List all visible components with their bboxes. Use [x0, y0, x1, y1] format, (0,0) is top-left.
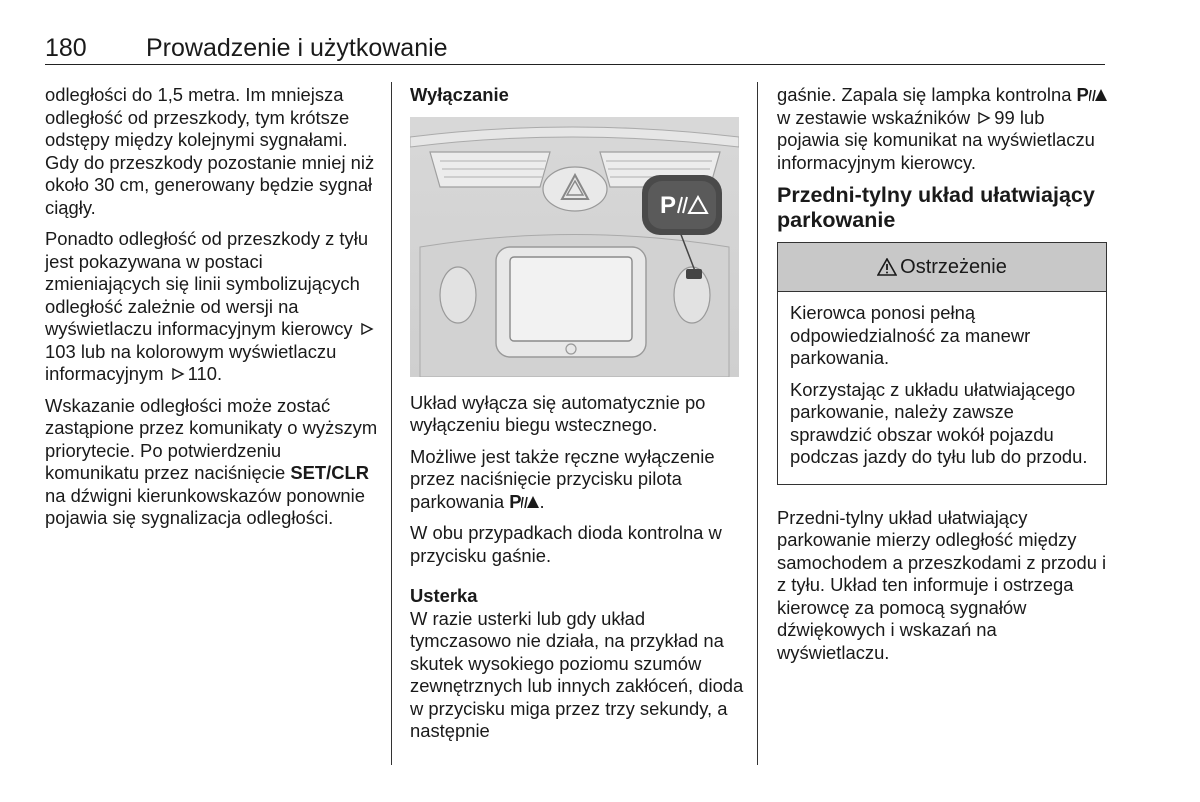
warning-header [778, 243, 1106, 292]
page-ref-number: 110 [187, 363, 217, 384]
paragraph: Przedni-tylny układ ułatwiający parkowanie mierzy odległość między samochodem a przeszkodami z przodu i z tyłu. Układ ten informuje i ostrzega kierowcę za pomocą sygnałów dźwiękowych i wskazań na wyświetlaczu. [777, 506, 1107, 663]
warning-paragraph: Korzystając z układu ułatwiającego parkowanie, należy zawsze sprawdzić obszar wokół pojazdu podczas jazdy do tyłu lub do przodu. [790, 378, 1088, 467]
warning-body [778, 292, 1106, 484]
paragraph: Układ wyłącza się automatycznie po wyłączeniu biegu wstecznego. [410, 391, 706, 435]
page-title: Prowadzenie i użytkowanie [146, 34, 448, 62]
section-heading-przedni-tylny: Przedni-tylny układ ułatwiający parkowanie [777, 183, 1095, 232]
section-heading-wylaczanie: Wyłączanie [410, 84, 509, 105]
section-heading-usterka: Usterka [410, 585, 478, 606]
paragraph-text: . [539, 490, 545, 512]
paragraph [410, 446, 745, 514]
paragraph-text: lub pojawia się komunikat na wyświetlaczu informacyjnym kierowcy. [777, 106, 1095, 173]
button-name-set-clr: SET/CLR [290, 462, 370, 483]
paragraph: W obu przypadkach dioda kontrolna w przycisku gaśnie. [410, 522, 722, 566]
paragraph-text: w zestawie wskaźników [777, 106, 971, 128]
column-2 [410, 84, 745, 752]
page-header [45, 34, 1105, 65]
paragraph-text: Ponadto odległość od przeszkody z tyłu jest pokazywana w postaci zmieniających się linii symbolizujących odległość zależnie od wersji na wyświetlaczu informacyjnym kierowcy [45, 228, 369, 339]
paragraph [45, 395, 380, 530]
page-ref-arrow-icon [171, 367, 185, 381]
paragraph-text: Wskazanie odległości może zostać zastąpione przez komunikaty o wyższym priorytecie. Po potwierdzeniu komunikatu przez naciśnięcie [45, 394, 378, 483]
column-1 [45, 84, 380, 539]
page-ref-number: 99 [994, 106, 1015, 128]
page-ref-arrow-icon [360, 322, 374, 336]
dashboard-illustration [410, 117, 739, 377]
paragraph: odległości do 1,5 metra. Im mniejsza odległość od przeszkody, tym krótsze odstępy między kolejnymi sygnałami. Gdy do przeszkody pozostanie mniej niż około 30 cm, generowany będzie sygnał ciągły. [45, 84, 375, 218]
paragraph-text: Możliwe jest także ręczne wyłączenie przez naciśnięcie przycisku pilota parkowania [410, 445, 715, 512]
page-ref-number: 103 [45, 340, 76, 362]
parking-symbol-icon [509, 491, 539, 512]
paragraph-text: lub na kolorowym wyświetlaczu informacyjnym [45, 340, 337, 384]
column-divider [391, 82, 392, 765]
paragraph [777, 84, 1107, 174]
page-number: 180 [45, 34, 87, 62]
parking-symbol-icon [1077, 84, 1107, 105]
paragraph [45, 228, 380, 386]
page-ref-arrow-icon [977, 111, 991, 125]
warning-title: Ostrzeżenie [900, 255, 1007, 278]
column-divider [757, 82, 758, 765]
paragraph-text: na dźwigni kierunkowskazów ponownie pojawia się sygnalizacja odległości. [45, 484, 365, 528]
paragraph-text: gaśnie. Zapala się lampka kontrolna [777, 84, 1072, 105]
paragraph: W razie usterki lub gdy układ tymczasowo nie działa, na przykład na skutek wysokiego poziomu szumów zewnętrznych lub innych zakłóceń, dioda w przycisku miga przez trzy sekundy, a następnie [410, 607, 744, 741]
column-3 [777, 84, 1107, 673]
parking-symbol-letter: P [1076, 84, 1089, 105]
warning-box [777, 242, 1107, 485]
warning-triangle-icon [877, 258, 897, 276]
paragraph-text: . [217, 363, 223, 384]
parking-symbol-letter: P [509, 490, 522, 512]
parking-button-label: P [660, 191, 677, 219]
warning-paragraph: Kierowca ponosi pełną odpowiedzialność za manewr parkowania. [790, 302, 1031, 368]
